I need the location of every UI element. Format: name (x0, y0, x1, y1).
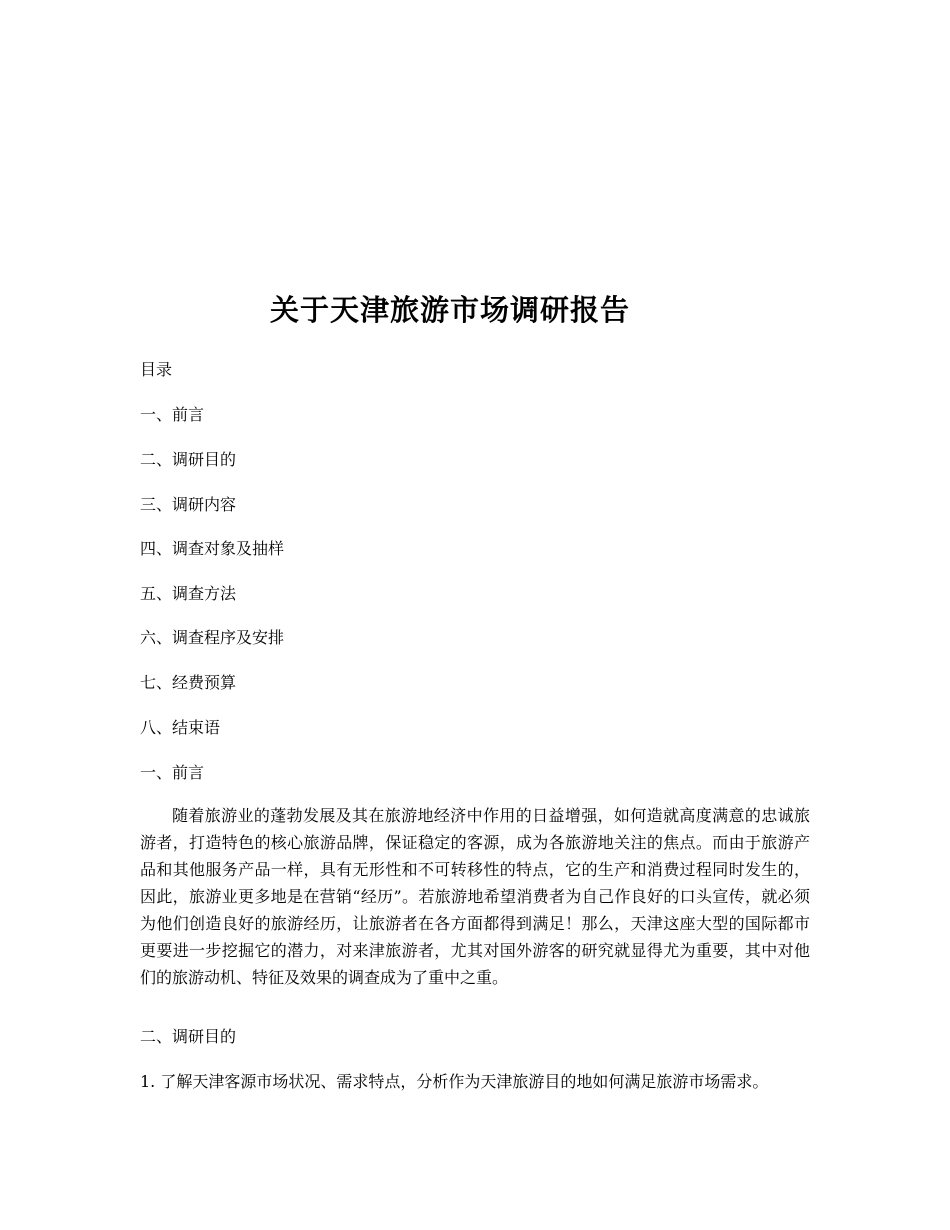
section-heading-preface: 一、前言 (140, 763, 205, 782)
toc-item-budget: 七、经费预算 (140, 673, 237, 692)
toc-item-procedure: 六、调查程序及安排 (140, 628, 285, 647)
toc-item-conclusion: 八、结束语 (140, 718, 221, 737)
document-title: 关于天津旅游市场调研报告 (269, 293, 630, 327)
purpose-item-1: 1. 了解天津客源市场状况、需求特点，分析作为天津旅游目的地如何满足旅游市场需求。 (140, 1072, 769, 1091)
toc-item-purpose: 二、调研目的 (140, 450, 237, 469)
section-heading-purpose: 二、调研目的 (140, 1027, 237, 1046)
preface-paragraph: 随着旅游业的蓬勃发展及其在旅游地经济中作用的日益增强，如何造就高度满意的忠诚旅游者，打造特色的核心旅游品牌，保证稳定的客源，成为各旅游地关注的焦点。而由于旅游产品和其他服务产品一样，具有无形性和不可转移性的特点，它的生产和消费过程同时发生的，因此，旅游业更多地是在营销“经历”。若旅游地希望消费者为自己作良好的口头宣传，就必须为他们创造良好的旅游经历，让旅游者在各方面都得到满足！那么，天津这座大型的国际都市更要进一步挖掘它的潜力，对来津旅游者，尤其对国外游客的研究就显得尤为重要，其中对他们的旅游动机、特征及效果的调查成为了重中之重。 (140, 806, 810, 987)
toc-item-content: 三、调研内容 (140, 495, 237, 514)
toc-item-subjects-sampling: 四、调查对象及抽样 (140, 539, 285, 558)
toc-heading: 目录 (140, 360, 173, 379)
toc-item-methods: 五、调查方法 (140, 584, 237, 603)
toc-item-preface: 一、前言 (140, 405, 205, 424)
